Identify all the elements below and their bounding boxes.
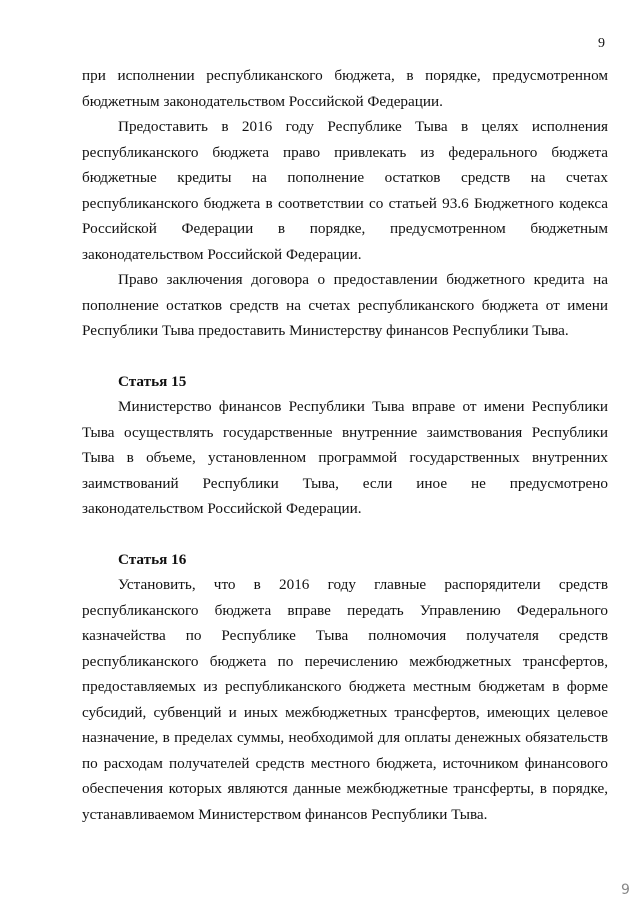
corner-page-mark: 9	[621, 882, 630, 898]
paragraph-credit-agreement: Право заключения договора о предоставлении бюджетного кредита на пополнение остатков средств на счетах республиканского бюджета от имени Республики Тыва предоставить Министерству финансов Республики Тыва.	[82, 271, 608, 339]
document-body	[82, 63, 608, 827]
page-number: 9	[598, 36, 605, 51]
spacer	[82, 522, 608, 547]
article-16-text: Установить, что в 2016 году главные распорядители средств республиканского бюджета вправе передать Управлению Федерального казначейства по Республике Тыва полномочия получателя средств республиканского бюджета по перечислению межбюджетных трансфертов, предоставляемых из республиканского бюджета местным бюджетам в форме субсидий, субвенций и иных межбюджетных трансфертов, имеющих целевое назначение, в пределах суммы, необходимой для оплаты денежных обязательств по расходам получателей средств местного бюджета, источником финансового обеспечения которых являются данные межбюджетные трансферты, в порядке, устанавливаемом Министерством финансов Республики Тыва.	[82, 576, 608, 823]
article-16-heading: Статья 16	[118, 550, 187, 568]
spacer	[82, 344, 608, 369]
article-15-text: Министерство финансов Республики Тыва вправе от имени Республики Тыва осуществлять государственные внутренние заимствования Республики Тыва в объеме, установленном программой государственных внутренних заимствований Республики Тыва, если иное не предусмотрено законодательством Российской Федерации.	[82, 398, 608, 517]
paragraph-budget-credits: Предоставить в 2016 году Республике Тыва в целях исполнения республиканского бюджета право привлекать из федерального бюджета бюджетные кредиты на пополнение остатков средств на счетах республиканского бюджета в соответствии со статьей 93.6 Бюджетного кодекса Российской Федерации в порядке, предусмотренном бюджетным законодательством Российской Федерации.	[82, 118, 608, 263]
paragraph-continuation: при исполнении республиканского бюджета, в порядке, предусмотренном бюджетным законодательством Российской Федерации.	[82, 67, 608, 110]
article-15-heading: Статья 15	[118, 372, 187, 390]
